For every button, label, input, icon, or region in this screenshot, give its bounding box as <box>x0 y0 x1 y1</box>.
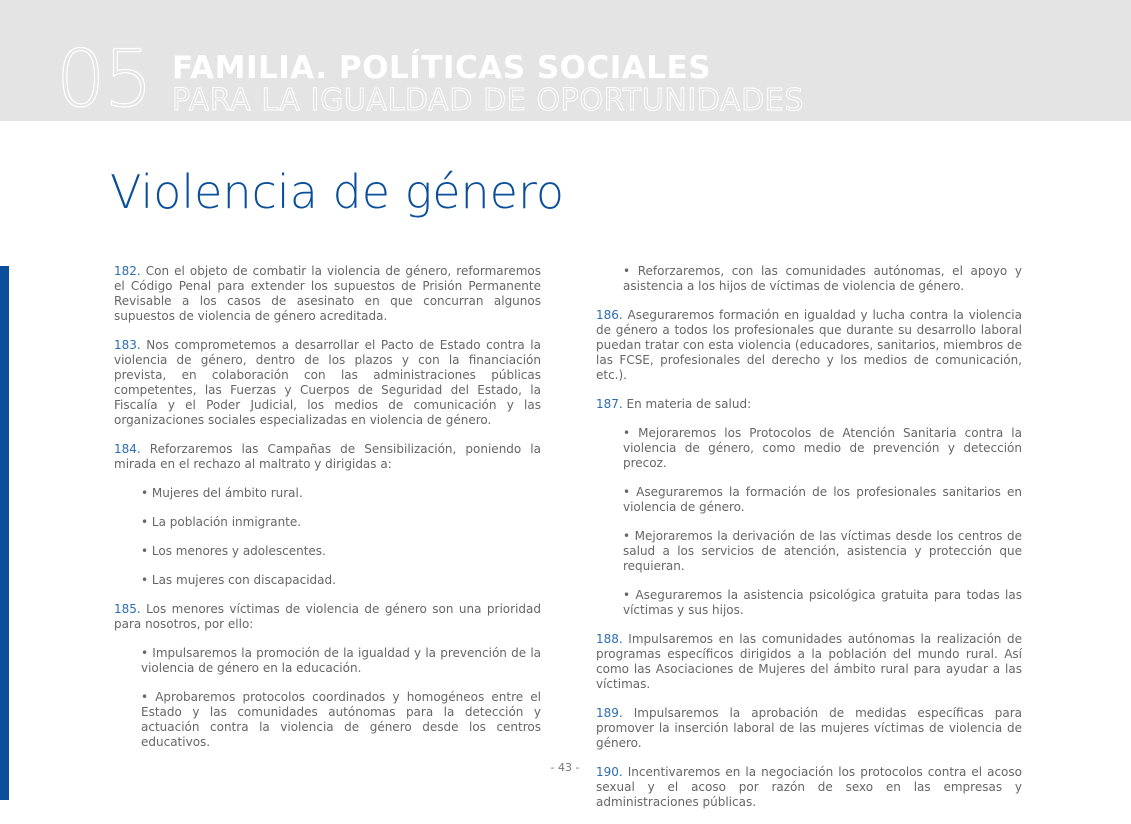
left-column <box>114 264 541 764</box>
paragraph-text: Impulsaremos en las comunidades autónomas la realización de programas específicos dirigidos a la población del mundo rural. Así como las Asociaciones de Mujeres del ámbito rural para ayudar a las víctimas. <box>596 632 1022 691</box>
paragraph-188 <box>596 632 1022 692</box>
paragraph-number: 183. <box>114 338 141 352</box>
bullet-item: • Aprobaremos protocolos coordinados y homogéneos entre el Estado y las comunidades autónomas para la detección y actuación contra la violencia de género desde los centros educativos. <box>141 690 541 749</box>
bullet-item: • Mejoraremos la derivación de las víctimas desde los centros de salud a los servicios de atención, asistencia y protección que requieran. <box>623 529 1022 573</box>
paragraph-185 <box>114 602 541 632</box>
bullet-item: • Impulsaremos la promoción de la igualdad y la prevención de la violencia de género en la educación. <box>141 646 541 675</box>
chapter-title-line1: FAMILIA. POLÍTICAS SOCIALES <box>172 50 712 86</box>
bullet-item: • Reforzaremos, con las comunidades autónomas, el apoyo y asistencia a los hijos de víctimas de violencia de género. <box>623 264 1022 293</box>
paragraph-183 <box>114 338 541 428</box>
paragraph-text: Nos comprometemos a desarrollar el Pacto de Estado contra la violencia de género, dentro de los plazos y con la financiación prevista, en colaboración con las administraciones públicas competentes, las Fuerzas y Cuerpos de Seguridad del Estado, la Fiscalía y el Poder Judicial, los medios de comunicación y las organizaciones sociales especializadas en violencia de género. <box>114 338 541 427</box>
paragraph-text: Reforzaremos las Campañas de Sensibilización, poniendo la mirada en el rechazo al maltrato y dirigidas a: <box>114 442 541 471</box>
paragraph-text: Impulsaremos la aprobación de medidas específicas para promover la inserción laboral de las mujeres víctimas de violencia de género. <box>596 706 1022 750</box>
paragraph-number: 184. <box>114 442 141 456</box>
bullet-item: • Las mujeres con discapacidad. <box>141 573 336 587</box>
paragraph-number: 188. <box>596 632 623 646</box>
chapter-header-band <box>0 0 1131 125</box>
bullet-item: • Aseguraremos la formación de los profesionales sanitarios en violencia de género. <box>623 485 1022 514</box>
paragraph-text: En materia de salud: <box>622 397 752 411</box>
paragraph-184 <box>114 442 541 472</box>
paragraph-186 <box>596 308 1022 383</box>
paragraph-number: 190. <box>596 765 623 779</box>
side-accent-bar <box>0 266 9 800</box>
paragraph-number: 189. <box>596 706 623 720</box>
page-number: - 43 - <box>550 761 580 774</box>
chapter-title-line2: PARA LA IGUALDAD DE OPORTUNIDADES <box>172 83 805 118</box>
bullet-item: • Los menores y adolescentes. <box>141 544 326 558</box>
paragraph-number: 182. <box>114 264 141 278</box>
bullet-item: • La población inmigrante. <box>141 515 302 529</box>
paragraph-text: Con el objeto de combatir la violencia de género, reformaremos el Código Penal para extender los supuestos de Prisión Permanente Revisable a los casos de asesinato en que concurran algunos supuestos de violencia de género acreditada. <box>114 264 541 323</box>
paragraph-number: 186. <box>596 308 623 322</box>
paragraph-182 <box>114 264 541 324</box>
paragraph-text: Aseguraremos formación en igualdad y lucha contra la violencia de género a todos los profesionales que durante su desarrollo laboral puedan tratar con esta violencia (educadores, sanitarios, miembros de las FCSE, profesionales del derecho y los medios de comunicación, etc.). <box>596 308 1022 382</box>
paragraph-text: Incentivaremos en la negociación los protocolos contra el acoso sexual y el acoso por razón de sexo en las empresas y administraciones públicas. <box>596 765 1022 809</box>
paragraph-187 <box>596 397 1022 412</box>
paragraph-number: 187. <box>596 397 623 411</box>
right-column <box>596 264 1022 824</box>
paragraph-text: Los menores víctimas de violencia de género son una prioridad para nosotros, por ello: <box>114 602 541 631</box>
bullet-item: • Mejoraremos los Protocolos de Atención Sanitaria contra la violencia de género, como medio de prevención y detección precoz. <box>623 426 1022 470</box>
page-title: Violencia de género <box>110 165 565 219</box>
paragraph-190 <box>596 765 1022 810</box>
bullet-item: • Mujeres del ámbito rural. <box>141 486 303 500</box>
paragraph-189 <box>596 706 1022 751</box>
paragraph-number: 185. <box>114 602 141 616</box>
bullet-item: • Aseguraremos la asistencia psicológica gratuita para todas las víctimas y sus hijos. <box>623 588 1022 617</box>
chapter-number: 05 <box>56 35 152 125</box>
